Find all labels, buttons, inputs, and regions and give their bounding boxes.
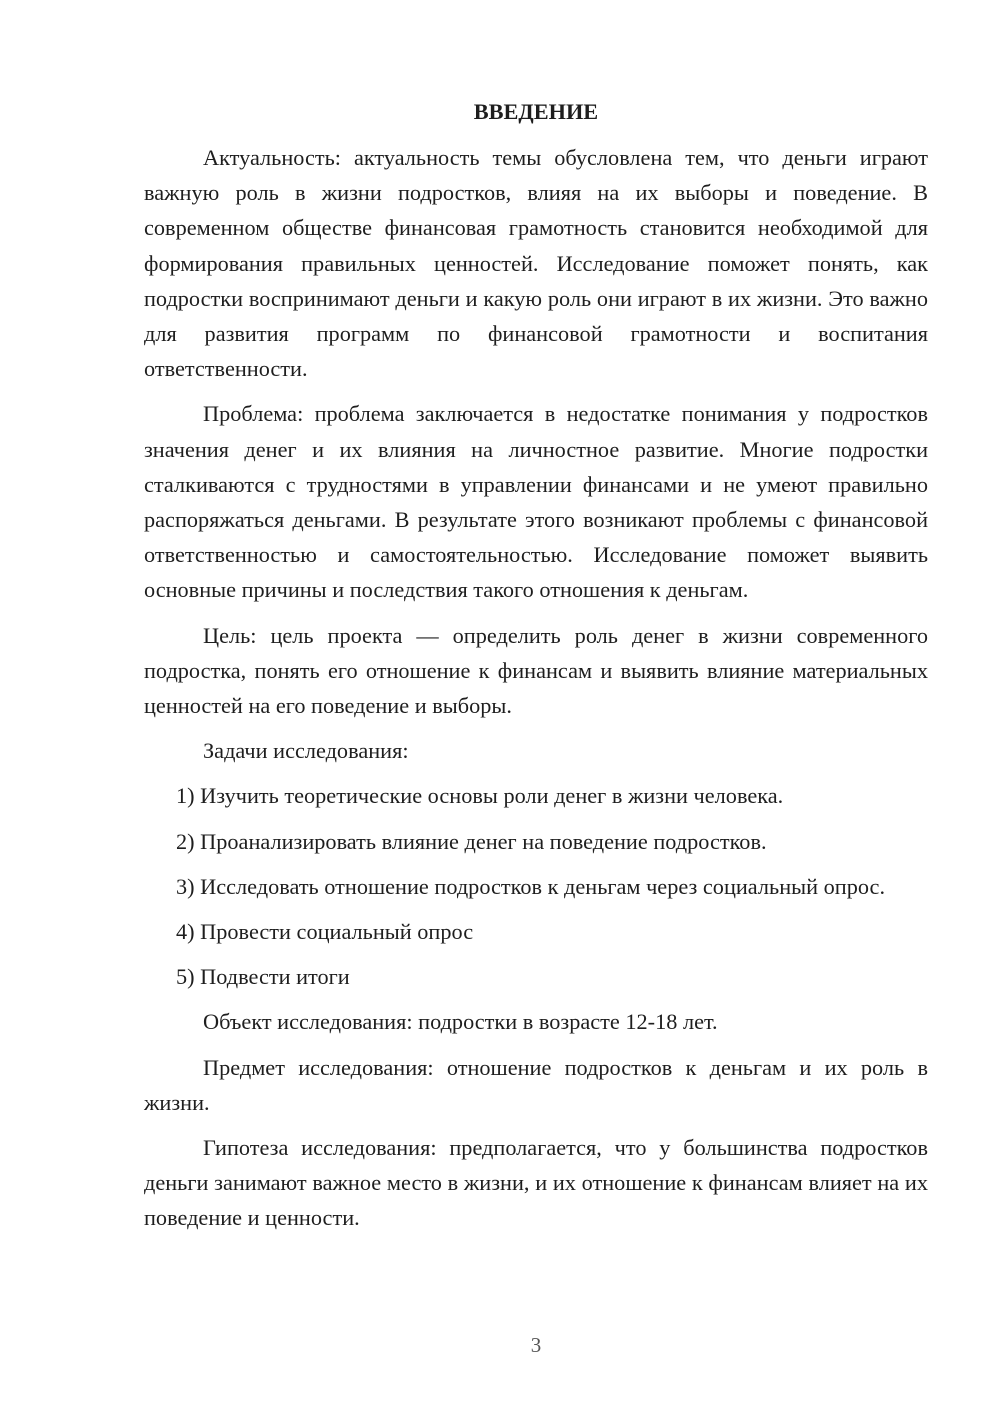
hypothesis-paragraph: Гипотеза исследования: предполагается, что у большинства подростков деньги занимают важное место в жизни, и их отношение к финансам влияет на их поведение и ценности. <box>144 1135 928 1231</box>
tasks-heading: Задачи исследования: <box>203 738 409 764</box>
task-item-2: 2) Проанализировать влияние денег на поведение подростков. <box>176 828 767 854</box>
task-item-3: 3) Исследовать отношение подростков к деньгам через социальный опрос. <box>176 873 886 899</box>
goal-paragraph: Цель: цель проекта — определить роль денег в жизни современного подростка, понять его отношение к финансам и выявить влияние материальных ценностей на его поведение и выборы. <box>144 622 928 719</box>
object-paragraph: Объект исследования: подростки в возрасте 12-18 лет. <box>203 1009 718 1035</box>
relevance-paragraph: Актуальность: актуальность темы обусловлена тем, что деньги играют важную роль в жизни подростков, влияя на их выборы и поведение. В современном обществе финансовая грамотность становится необходимой для формирования правильных ценностей. Исследование поможет понять, как подростки воспринимают деньги и какую роль они играют в их жизни. Это важно для развития программ по финансовой грамотности и воспитания ответственности. <box>144 145 928 382</box>
problem-paragraph: Проблема: проблема заключается в недостатке понимания у подростков значения денег и их влияния на личностное развитие. Многие подростки сталкиваются с трудностями в управлении финансами и не умеют правильно распоряжаться деньгами. В результате этого возникают проблемы с финансовой ответственностью и самостоятельностью. Исследование поможет выявить основные причины и последствия такого отношения к деньгам. <box>144 401 928 603</box>
subject-paragraph: Предмет исследования: отношение подростков к деньгам и их роль в жизни. <box>144 1054 928 1115</box>
page-content <box>144 94 928 1246</box>
task-item-1: 1) Изучить теоретические основы роли денег в жизни человека. <box>176 783 784 809</box>
task-item-5: 5) Подвести итоги <box>176 964 350 990</box>
page-number: 3 <box>530 1333 542 1357</box>
page-title: ВВЕДЕНИЕ <box>473 99 599 124</box>
task-item-4: 4) Провести социальный опрос <box>176 919 474 945</box>
